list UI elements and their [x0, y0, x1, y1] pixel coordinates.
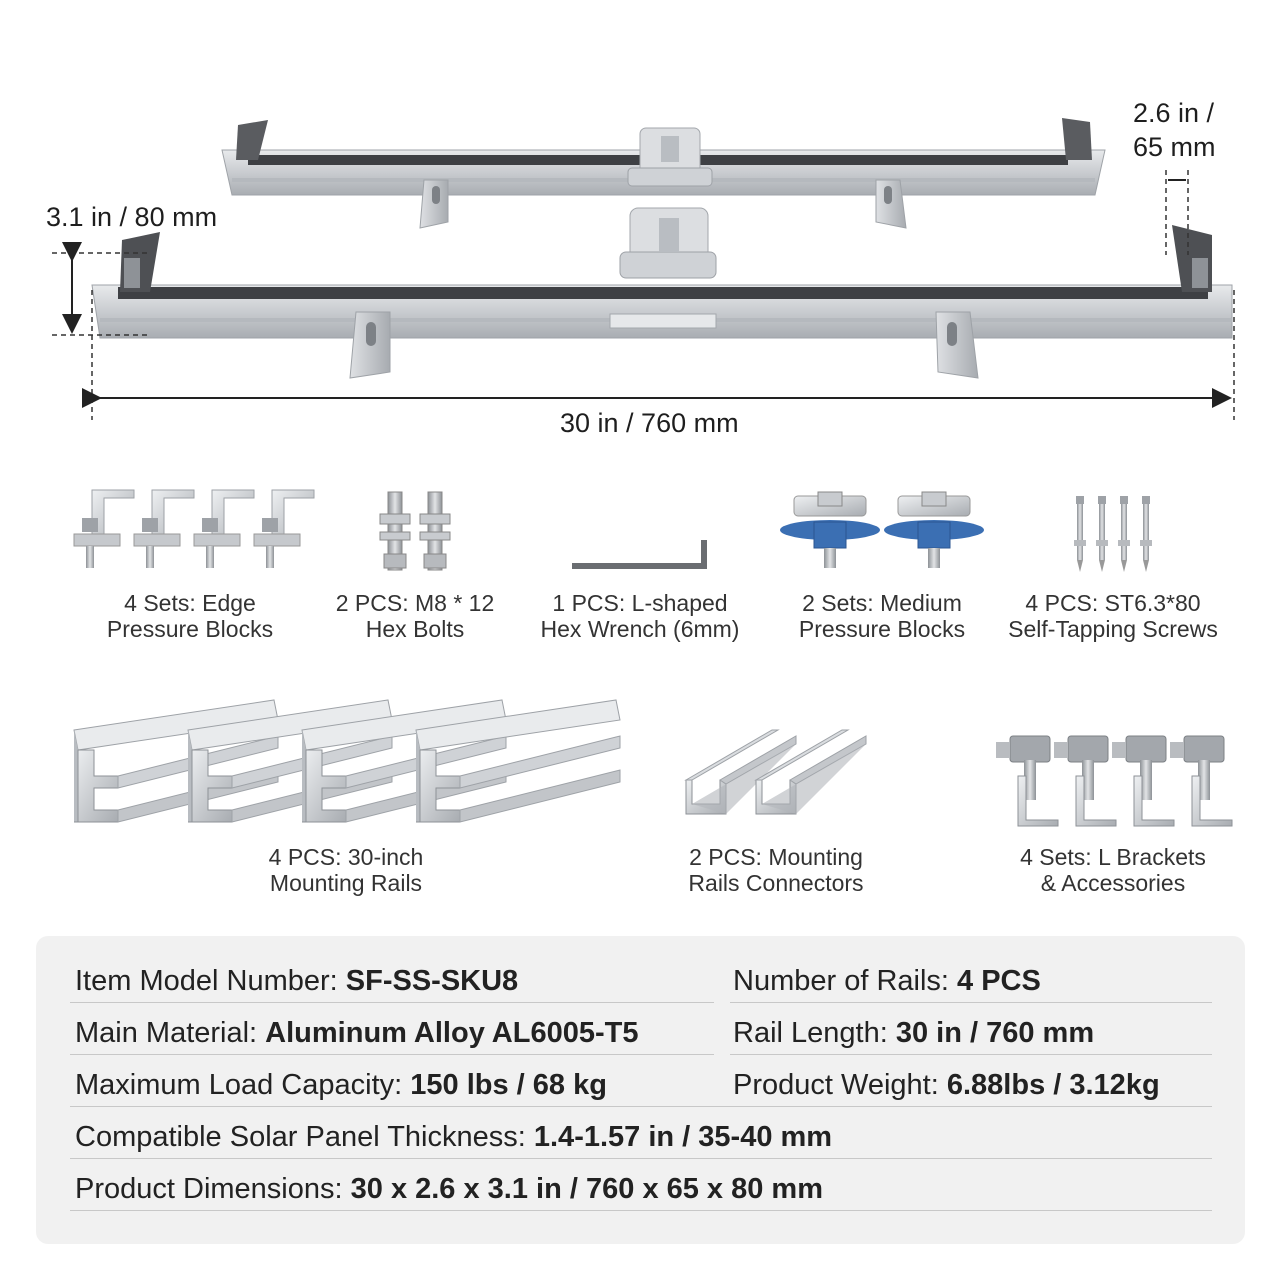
caption-rail-connectors: 2 PCS: Mounting Rails Connectors [688, 844, 864, 896]
medium-pressure-block-icon [780, 492, 984, 568]
width-dimension-label: 2.6 in / 65 mm [1133, 98, 1216, 162]
spec-max-load-capacity: Maximum Load Capacity: 150 lbs / 68 kg [75, 1069, 607, 1101]
caption-hex-bolts: 2 PCS: M8 * 12 Hex Bolts [335, 590, 495, 642]
spec-panel-thickness: Compatible Solar Panel Thickness: 1.4-1.57 in / 35-40 mm [75, 1121, 833, 1153]
spec-rail-length: Rail Length: 30 in / 760 mm [733, 1017, 1095, 1049]
spec-divider [70, 1210, 1212, 1211]
caption-edge-pressure-blocks: 4 Sets: Edge Pressure Blocks [106, 590, 274, 642]
edge-pressure-block-icon [74, 490, 314, 568]
spec-product-weight: Product Weight: 6.88lbs / 3.12kg [733, 1069, 1160, 1101]
spec-main-material: Main Material: Aluminum Alloy AL6005-T5 [75, 1017, 639, 1049]
hex-wrench-icon [572, 540, 704, 566]
spec-divider [70, 1002, 714, 1003]
length-dimension-label: 30 in / 760 mm [560, 408, 739, 438]
self-tapping-screw-icon [1074, 496, 1152, 572]
spec-divider [730, 1002, 1212, 1003]
spec-divider [70, 1158, 1212, 1159]
height-dimension-label: 3.1 in / 80 mm [46, 202, 218, 232]
spec-number-of-rails: Number of Rails: 4 PCS [733, 965, 1041, 997]
hex-bolt-icon [380, 492, 450, 570]
spec-item-model-number: Item Model Number: SF-SS-SKU8 [75, 965, 519, 997]
caption-self-tapping-screws: 4 PCS: ST6.3*80 Self-Tapping Screws [1008, 590, 1218, 642]
l-bracket-icon [996, 736, 1232, 826]
mounting-rail-icon [74, 700, 620, 822]
spec-divider [730, 1054, 1212, 1055]
caption-mounting-rails: 4 PCS: 30-inch Mounting Rails [268, 844, 424, 896]
rail-connector-icon [686, 730, 866, 814]
spec-product-dimensions: Product Dimensions: 30 x 2.6 x 3.1 in / 760 x 65 x 80 mm [75, 1173, 824, 1205]
caption-l-brackets: 4 Sets: L Brackets & Accessories [1020, 844, 1206, 896]
spec-divider [70, 1106, 1212, 1107]
spec-divider [70, 1054, 714, 1055]
caption-hex-wrench: 1 PCS: L-shaped Hex Wrench (6mm) [540, 590, 740, 642]
caption-medium-pressure-blocks: 2 Sets: Medium Pressure Blocks [798, 590, 966, 642]
